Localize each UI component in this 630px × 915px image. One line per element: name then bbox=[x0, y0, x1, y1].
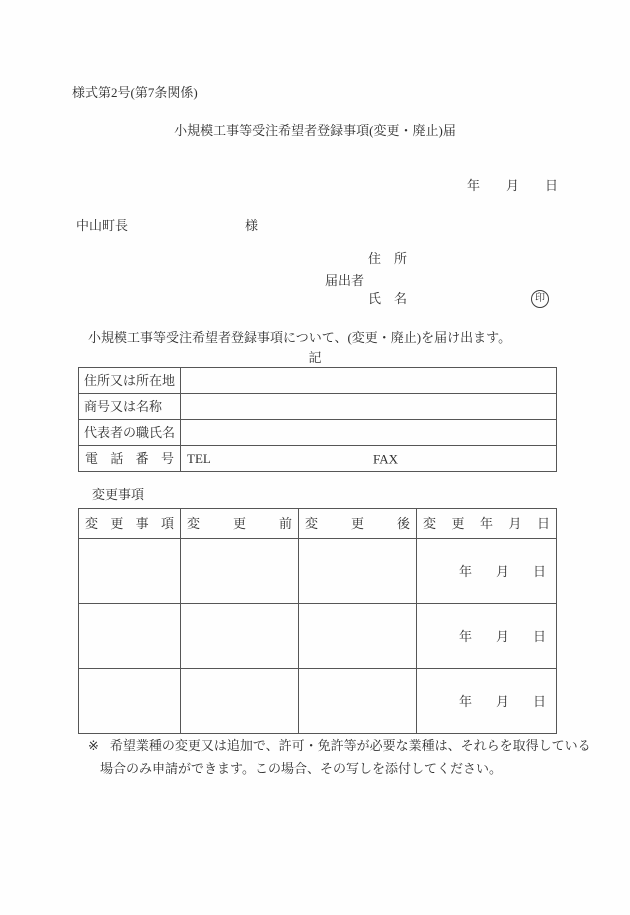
statement-text: 小規模工事等受注希望者登録事項について、(変更・廃止)を届け出ます。 bbox=[88, 330, 512, 345]
header-change-date: 変更年月日 bbox=[417, 509, 557, 539]
change-date-placeholder bbox=[417, 565, 556, 578]
declarant-address-label: 住 所 bbox=[368, 251, 408, 266]
change-items-table bbox=[78, 508, 557, 734]
after-change-cell bbox=[299, 669, 417, 734]
addressee-honorific: 様 bbox=[245, 218, 259, 233]
date-year-label: 年 bbox=[458, 628, 472, 644]
header-after-change: 変更後 bbox=[299, 509, 417, 539]
info-value-company-cell bbox=[181, 394, 557, 420]
table-row bbox=[79, 420, 557, 446]
submission-date-line bbox=[467, 179, 558, 192]
date-month-label: 月 bbox=[495, 693, 509, 709]
footnote-marker: ※ bbox=[88, 738, 99, 753]
seal-mark-wrap bbox=[531, 290, 549, 308]
before-change-cell bbox=[181, 604, 299, 669]
fax-label: FAX bbox=[373, 451, 399, 466]
info-label-representative: 代表者の職氏名 bbox=[79, 420, 181, 446]
footnote-line-1 bbox=[88, 739, 591, 752]
info-label-address: 住所又は所在地 bbox=[79, 368, 181, 394]
tel-label: TEL bbox=[187, 451, 211, 466]
date-day-label: 日 bbox=[532, 628, 546, 644]
after-change-cell bbox=[299, 539, 417, 604]
change-item-cell bbox=[79, 604, 181, 669]
table-row bbox=[79, 394, 557, 420]
change-section-label: 変更事項 bbox=[92, 487, 145, 502]
date-month-label: 月 bbox=[495, 563, 509, 579]
info-label-company: 商号又は名称 bbox=[79, 394, 181, 420]
addressee-name: 中山町長 bbox=[76, 218, 129, 233]
declarant-name-label: 氏 名 bbox=[368, 291, 408, 306]
before-change-cell bbox=[181, 539, 299, 604]
info-label-phone: 電話番号 bbox=[79, 446, 181, 472]
date-day-label: 日 bbox=[544, 178, 558, 193]
before-change-cell bbox=[181, 669, 299, 734]
page-title: 小規模工事等受注希望者登録事項(変更・廃止)届 bbox=[174, 123, 456, 138]
table-header-row bbox=[79, 509, 557, 539]
change-item-cell bbox=[79, 669, 181, 734]
form-number: 様式第2号(第7条関係) bbox=[72, 85, 198, 100]
seal-icon: 印 bbox=[531, 290, 549, 308]
change-date-placeholder bbox=[417, 630, 556, 643]
table-row bbox=[79, 669, 557, 734]
info-value-representative-cell bbox=[181, 420, 557, 446]
info-value-phone-cell bbox=[181, 446, 557, 472]
date-year-label: 年 bbox=[466, 178, 480, 193]
date-year-label: 年 bbox=[458, 693, 472, 709]
registrant-info-table bbox=[78, 367, 557, 472]
change-date-cell bbox=[417, 669, 557, 734]
header-change-item: 変更事項 bbox=[79, 509, 181, 539]
date-day-label: 日 bbox=[532, 563, 546, 579]
header-before-change: 変更前 bbox=[181, 509, 299, 539]
date-day-label: 日 bbox=[532, 693, 546, 709]
table-row bbox=[79, 604, 557, 669]
change-date-placeholder bbox=[417, 695, 556, 708]
footnote-text-1: 希望業種の変更又は追加で、許可・免許等が必要な業種は、それらを取得している bbox=[109, 738, 591, 753]
date-month-label: 月 bbox=[495, 628, 509, 644]
info-value-address-cell bbox=[181, 368, 557, 394]
change-date-cell bbox=[417, 604, 557, 669]
date-year-label: 年 bbox=[458, 563, 472, 579]
change-item-cell bbox=[79, 539, 181, 604]
declarant-label: 届出者 bbox=[325, 273, 365, 288]
table-row bbox=[79, 368, 557, 394]
after-change-cell bbox=[299, 604, 417, 669]
table-row bbox=[79, 539, 557, 604]
record-marker: 記 bbox=[308, 350, 322, 365]
footnote-line-2: 場合のみ申請ができます。この場合、その写しを添付してください。 bbox=[100, 761, 502, 776]
date-month-label: 月 bbox=[505, 178, 519, 193]
change-date-cell bbox=[417, 539, 557, 604]
table-row bbox=[79, 446, 557, 472]
